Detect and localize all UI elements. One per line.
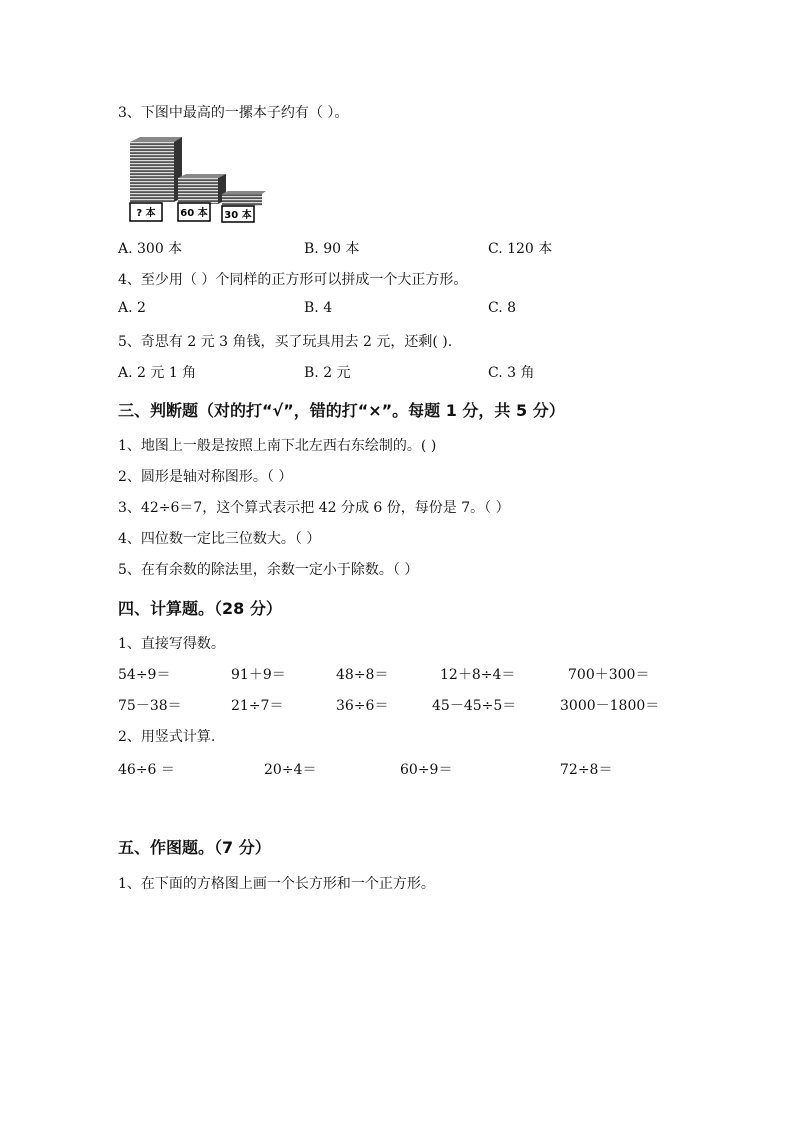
- judge-item-3: 3、42÷6＝7，这个算式表示把 42 分成 6 份，每份是 7。（ ）: [118, 500, 510, 516]
- tall-stack-label: ? 本: [136, 208, 156, 219]
- q5-stem: 5、奇思有 2 元 3 角钱，买了玩具用去 2 元，还剩( ).: [118, 334, 453, 350]
- judge-item-2: 2、圆形是轴对称图形。（ ）: [118, 469, 293, 485]
- section3-title: 三、判断题（对的打“√”，错的打“×”。每题 1 分，共 5 分）: [118, 401, 565, 420]
- q5-option-c: C. 3 角: [488, 365, 535, 381]
- calc-r2-c3: 36÷6＝: [336, 698, 389, 714]
- q4-option-b: B. 4: [304, 300, 333, 316]
- q5-option-a: A. 2 元 1 角: [118, 365, 197, 381]
- calc-r2-c5: 3000－1800＝: [560, 698, 660, 714]
- q3-option-c: C. 120 本: [488, 241, 553, 257]
- vertical-calc-3: 60÷9＝: [400, 762, 453, 778]
- draw-item-1: 1、在下面的方格图上画一个长方形和一个正方形。: [118, 876, 435, 892]
- vertical-calc-4: 72÷8＝: [560, 762, 613, 778]
- q4-option-c: C. 8: [488, 300, 517, 316]
- q3-stem: 3、下图中最高的一摞本子约有（ ）。: [118, 105, 349, 121]
- q3-option-b: B. 90 本: [304, 241, 360, 257]
- q4-option-a: A. 2: [118, 300, 146, 316]
- calc-r2-c1: 75－38＝: [118, 698, 182, 714]
- middle-stack-label: 60 本: [180, 208, 208, 219]
- vertical-calc-2: 20÷4＝: [264, 762, 317, 778]
- middle-book-stack: [178, 174, 226, 204]
- judge-item-5: 5、在有余数的除法里，余数一定小于除数。（ ）: [118, 562, 419, 578]
- section5-title: 五、作图题。（7 分）: [118, 838, 271, 857]
- calc-r1-c5: 700＋300＝: [568, 667, 650, 683]
- q3-option-a: A. 300 本: [118, 241, 183, 257]
- calc-r1-c4: 12＋8÷4＝: [440, 667, 516, 683]
- q4-stem: 4、至少用（ ）个同样的正方形可以拼成一个大正方形。: [118, 272, 468, 288]
- calc-r1-c2: 91＋9＝: [231, 667, 286, 683]
- book-stacks-figure: [128, 136, 268, 226]
- short-stack-label: 30 本: [224, 210, 252, 221]
- section4-title: 四、计算题。（28 分）: [118, 599, 282, 618]
- short-book-stack: [222, 191, 266, 206]
- calc-r2-c4: 45－45÷5＝: [432, 698, 517, 714]
- calc-sub2: 2、用竖式计算.: [118, 729, 216, 745]
- calc-r2-c2: 21÷7＝: [231, 698, 284, 714]
- judge-item-1: 1、地图上一般是按照上南下北左西右东绘制的。( ): [118, 438, 437, 454]
- calc-r1-c3: 48÷8＝: [336, 667, 389, 683]
- q5-option-b: B. 2 元: [304, 365, 351, 381]
- vertical-calc-1: 46÷6 ＝: [118, 762, 175, 778]
- calc-r1-c1: 54÷9＝: [118, 667, 171, 683]
- tall-book-stack: [130, 137, 182, 202]
- judge-item-4: 4、四位数一定比三位数大。（ ）: [118, 531, 321, 547]
- calc-sub1: 1、直接写得数。: [118, 636, 225, 652]
